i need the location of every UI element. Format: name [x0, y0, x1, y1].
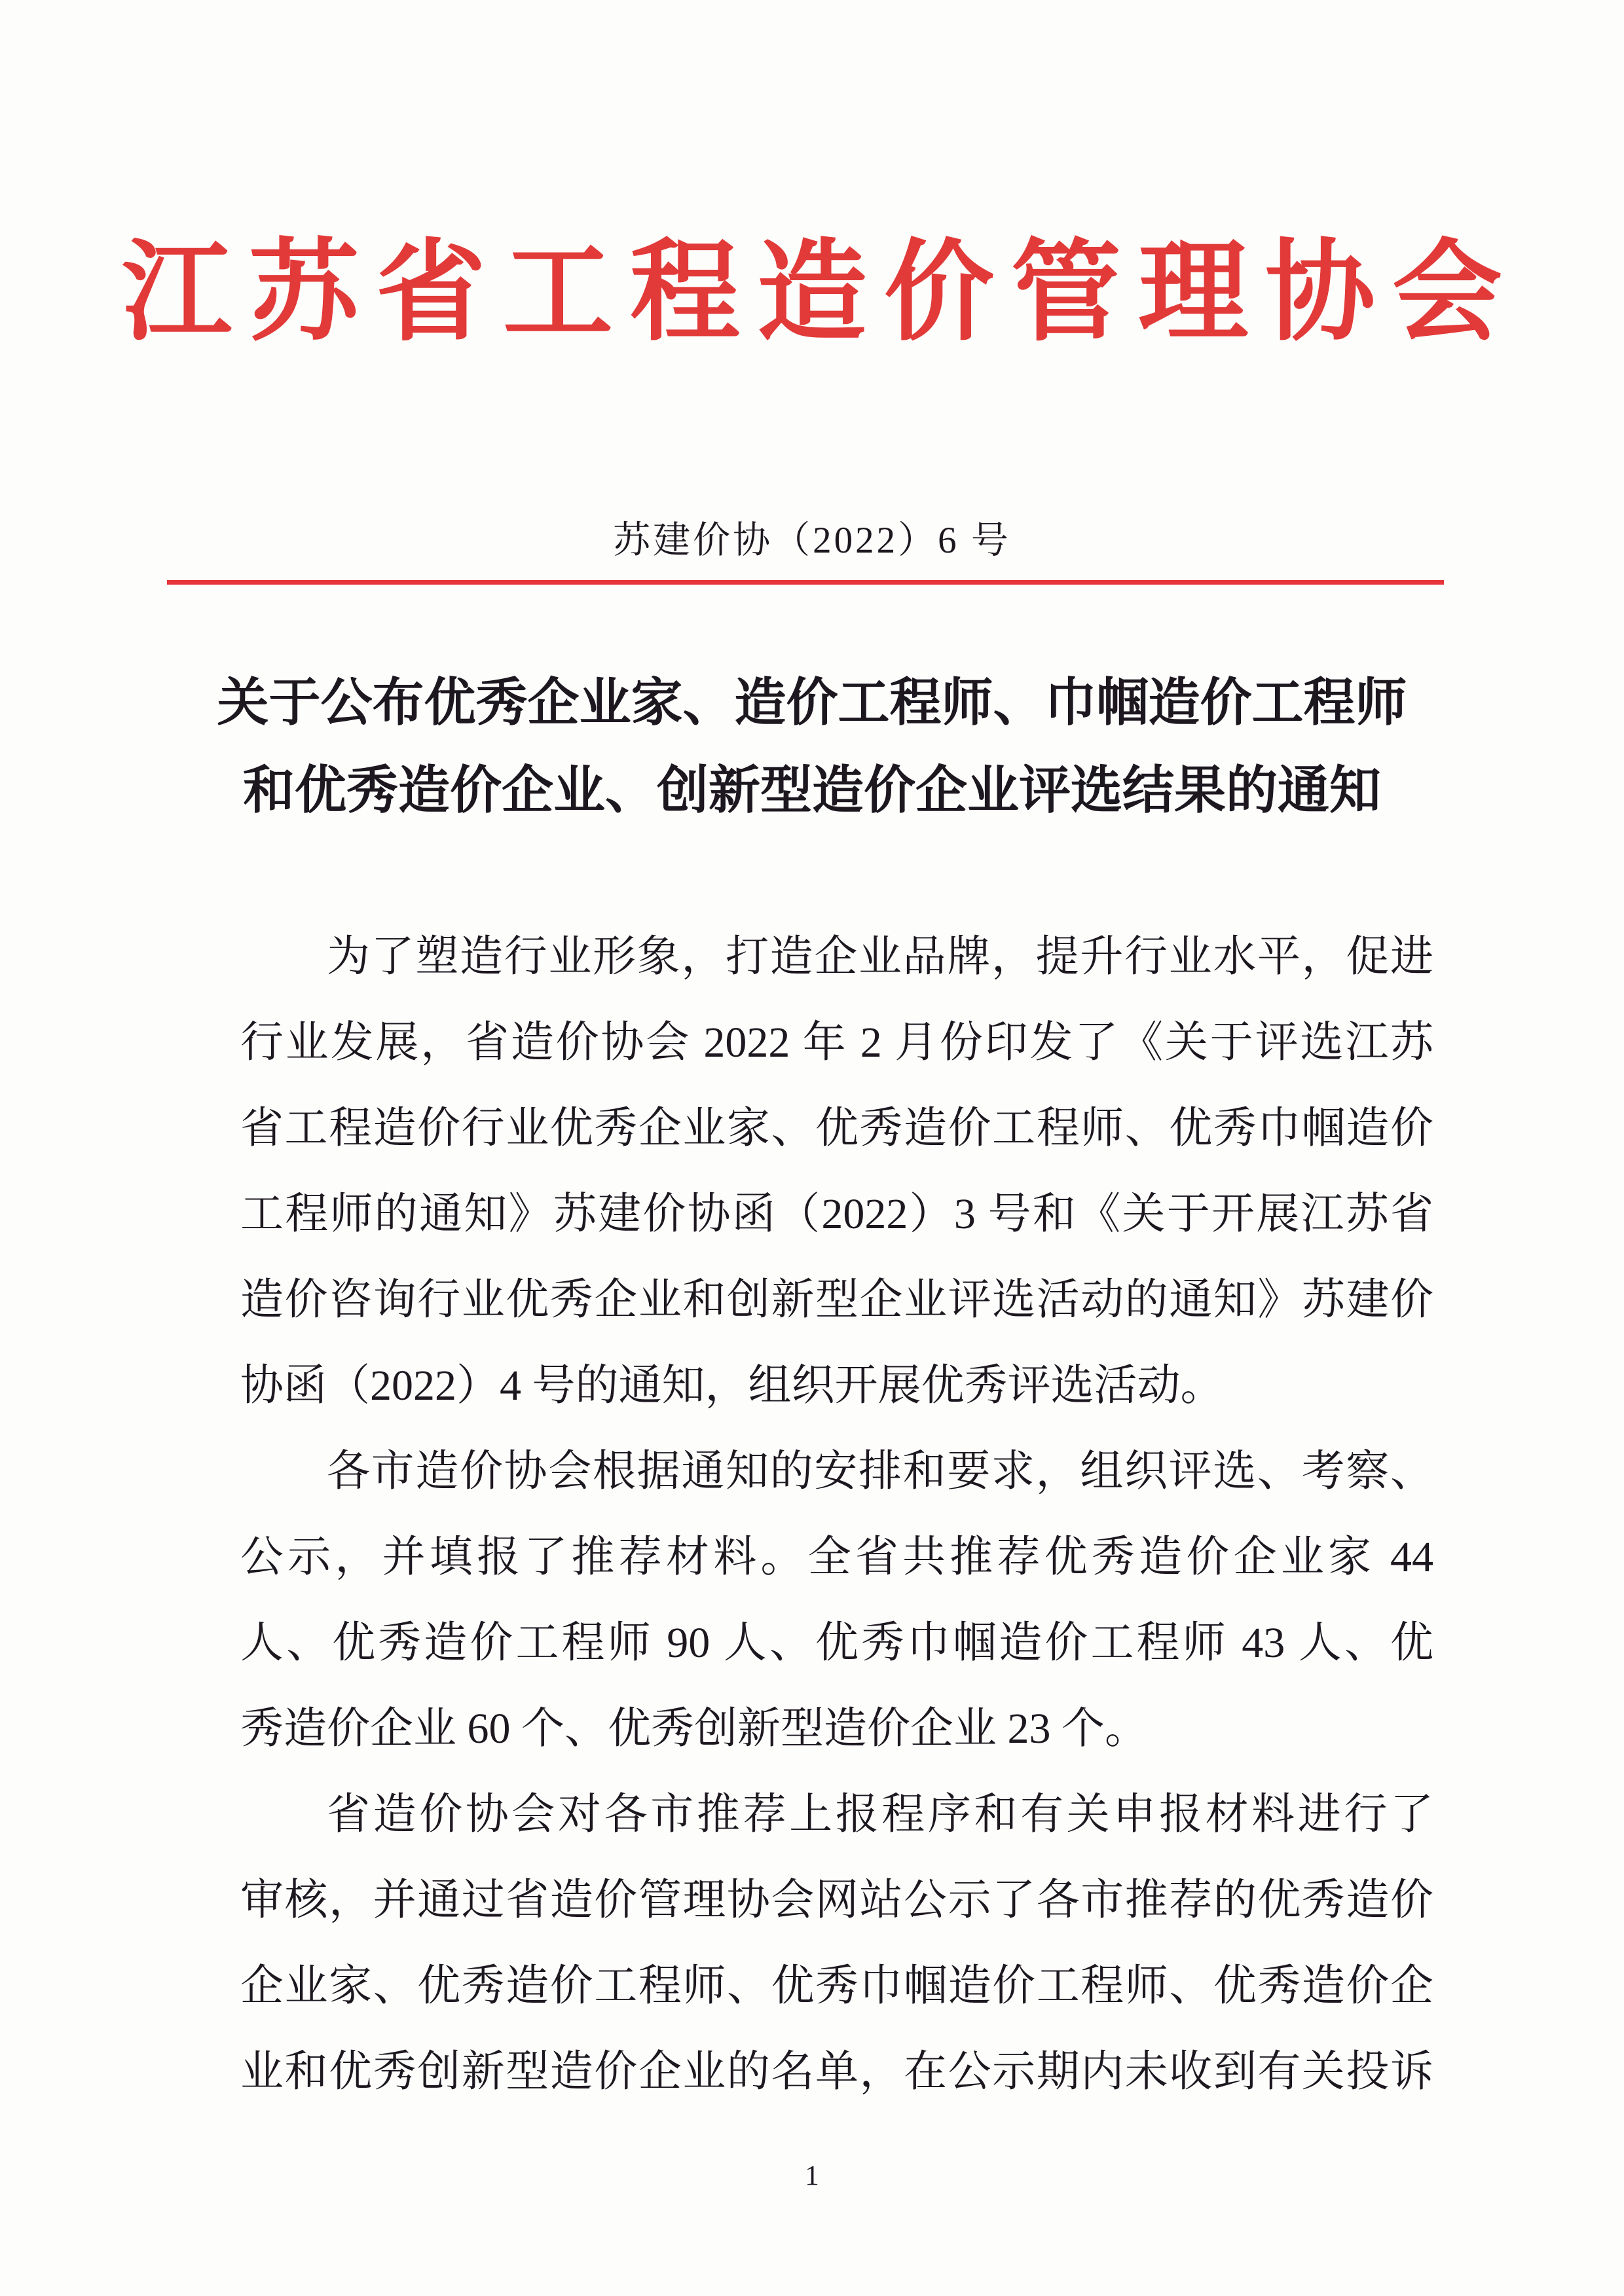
body-line: 各市造价协会根据通知的安排和要求，组织评选、考察、: [327, 1448, 1433, 1495]
red-divider-line: [167, 580, 1444, 585]
body-line: 省工程造价行业优秀企业家、优秀造价工程师、优秀巾帼造价: [240, 1104, 1433, 1152]
body-line: 秀造价企业 60 个、优秀创新型造价企业 23 个。: [240, 1705, 1148, 1753]
org-title: 江苏省工程造价管理协会: [122, 232, 1519, 354]
notice-body: [240, 914, 1433, 2115]
body-line: 为了塑造行业形象，打造企业品牌，提升行业水平，促进: [327, 933, 1433, 981]
body-line: 行业发展，省造价协会 2022 年 2 月份印发了《关于评选江苏: [240, 1019, 1433, 1066]
body-line: 企业家、优秀造价工程师、优秀巾帼造价工程师、优秀造价企: [240, 1962, 1433, 2010]
body-line: 省造价协会对各市推荐上报程序和有关申报材料进行了: [327, 1791, 1433, 1838]
doc-number: 苏建价协（2022）6 号: [613, 520, 1011, 561]
body-line: 业和优秀创新型造价企业的名单，在公示期内未收到有关投诉: [240, 2048, 1433, 2096]
notice-title-line1: 关于公布优秀企业家、造价工程师、巾帼造价工程师: [217, 675, 1407, 732]
body-line: 公示，并填报了推荐材料。全省共推荐优秀造价企业家 44: [240, 1533, 1433, 1581]
body-line: 人、优秀造价工程师 90 人、优秀巾帼造价工程师 43 人、优: [240, 1619, 1433, 1667]
notice-title-line2: 和优秀造价企业、创新型造价企业评选结果的通知: [243, 763, 1381, 820]
body-line: 造价咨询行业优秀企业和创新型企业评选活动的通知》苏建价: [240, 1276, 1433, 1324]
body-line: 审核，并通过省造价管理协会网站公示了各市推荐的优秀造价: [240, 1876, 1433, 1924]
notice-title: [0, 660, 1624, 835]
page-number: 1: [805, 2160, 819, 2191]
body-line: 协函（2022）4 号的通知，组织开展优秀评选活动。: [240, 1362, 1224, 1410]
body-line: 工程师的通知》苏建价协函（2022）3 号和《关于开展江苏省: [240, 1190, 1433, 1238]
